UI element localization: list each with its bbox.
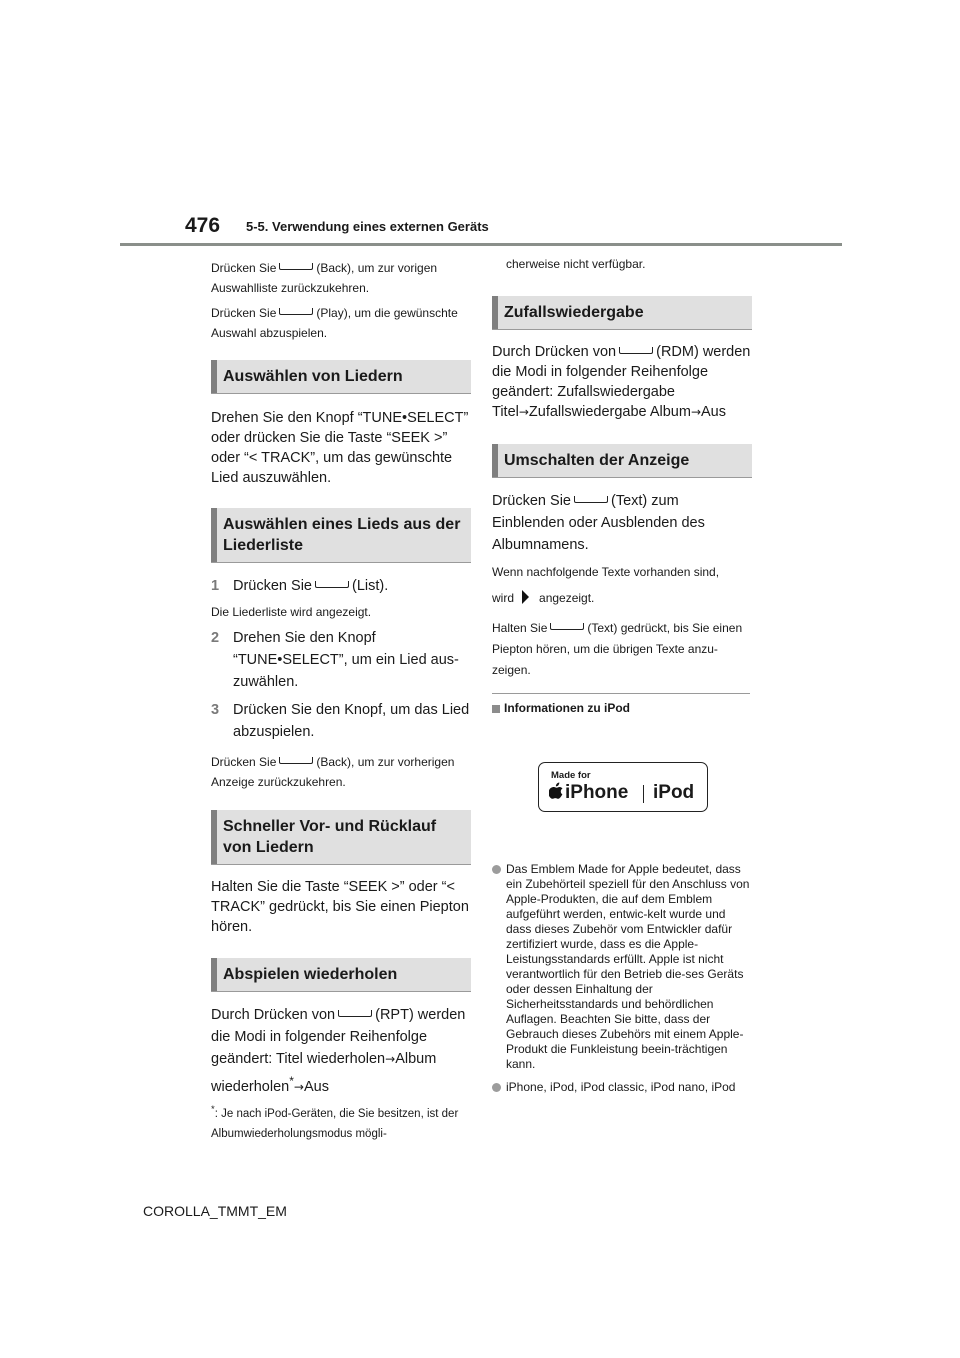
text-button-icon	[574, 496, 608, 503]
heading-display: Umschalten der Anzeige	[492, 444, 752, 478]
made-for-iphone-ipod-logo	[538, 762, 708, 812]
heading-select-from-list: Auswählen eines Lieds aus der Liederliste	[211, 508, 471, 563]
fast-forward-text: Halten Sie die Taste “SEEK >” oder “< TRACK” gedrückt, bis Sie einen Piepton hören.	[211, 879, 469, 935]
arrow-right-icon: →	[518, 405, 529, 419]
arrow-right-icon: →	[690, 405, 701, 419]
intro-back-text: Drücken Sie (Back), um zur vorigen Auswahlliste zurückzukehren.	[211, 261, 438, 295]
display-text: Drücken Sie (Text) zum Einblenden oder Ausblenden des Albumnamens.	[492, 493, 705, 553]
play-button-icon	[279, 308, 313, 315]
display-note-1: Wenn nachfolgende Texte vorhanden sind,	[492, 565, 720, 579]
logo-made-for: Made for	[551, 770, 591, 781]
arrow-right-icon: →	[293, 1079, 304, 1094]
logo-iphone: iPhone	[549, 782, 628, 804]
step-number: 2	[211, 630, 220, 646]
text-button-icon	[550, 623, 584, 630]
page-number: 476	[185, 214, 221, 237]
back-button-icon	[279, 757, 313, 764]
step-1-note: Die Liederliste wird angezeigt.	[211, 605, 372, 619]
square-bullet-icon	[492, 705, 500, 713]
repeat-text: Durch Drücken von (RPT) werden die Modi in folgender Reihenfolge geändert: Titel wiederholen→Album wiederholen*→Aus	[211, 1007, 466, 1095]
left-column	[211, 258, 471, 1144]
footnote-continued: cherweise nicht verfügbar.	[506, 257, 646, 271]
bullet-dot-icon	[492, 865, 501, 874]
hold-text: Halten Sie (Text) gedrückt, bis Sie einen Piepton hören, um die übrigen Texte anzu-zeigen.	[492, 621, 743, 677]
random-text: Durch Drücken von (RDM) werden die Modi in folgender Reihenfolge geändert: Zufallswiedergabe Titel→Zufallswiedergabe Album→Aus	[492, 344, 751, 420]
list-button-icon	[315, 581, 349, 588]
step-3: 3 Drücken Sie den Knopf, um das Lied abzuspielen.	[211, 699, 471, 743]
back-note: Drücken Sie (Back), um zur vorherigen Anzeige zurückzukehren.	[211, 755, 455, 789]
arrow-right-icon: →	[385, 1052, 396, 1066]
right-column	[492, 254, 752, 1095]
info-heading: Informationen zu iPod	[492, 698, 752, 718]
display-note-2: wird angezeigt.	[492, 591, 595, 605]
logo-ipod: iPod	[653, 782, 695, 803]
apple-icon	[549, 782, 564, 799]
more-text-arrow-icon	[522, 590, 529, 604]
heading-repeat: Abspielen wiederholen	[211, 958, 471, 992]
divider	[492, 693, 750, 694]
intro-play-text: Drücken Sie (Play), um die gewünschte Auswahl abzuspielen.	[211, 306, 458, 340]
footnote: *: Je nach iPod-Geräten, die Sie besitzen, ist der Albumwiederholungsmodus mögli-	[211, 1103, 459, 1140]
step-2: 2 Drehen Sie den Knopf “TUNE•SELECT”, um ein Lied aus-zuwählen.	[211, 627, 471, 693]
rpt-button-icon	[338, 1010, 372, 1017]
logo-separator	[643, 785, 644, 803]
heading-random: Zufallswiedergabe	[492, 296, 752, 330]
select-songs-text: Drehen Sie den Knopf “TUNE•SELECT” oder drücken Sie die Taste “SEEK >” oder “< TRACK”, um das gewünschte Lied auszuwählen.	[211, 410, 469, 486]
bullet-item: iPhone, iPod, iPod classic, iPod nano, iPod	[492, 1080, 752, 1095]
rdm-button-icon	[619, 347, 653, 354]
back-button-icon	[279, 263, 313, 270]
step-number: 3	[211, 702, 220, 718]
header-rule	[120, 243, 842, 246]
heading-fast-forward: Schneller Vor- und Rücklauf von Liedern	[211, 810, 471, 865]
section-title: 5-5. Verwendung eines externen Geräts	[246, 219, 489, 234]
step-number: 1	[211, 578, 220, 594]
step-1: 1 Drücken Sie (List).	[211, 575, 471, 597]
bullet-item: Das Emblem Made for Apple bedeutet, dass ein Zubehörteil speziell für den Anschluss von Apple-Produkten, die auf dem Emblem aufgeführt werden, entwic-kelt wurde und dass dieses Zubehör vom Entwickler dafür zertifiziert wurde, dass es die Apple-Leistungsstandards erfüllt. Apple ist nicht verantwortlich für den Betrieb die-ses Geräts oder dessen Einhaltung der Sicherheitsstandards und behördlichen Auflagen. Beachten Sie bitte, dass der Gebrauch dieses Zubehörs mit einem Apple-Produkt die Funkleistung beein-trächtigen kann.	[492, 862, 752, 1072]
doc-code: COROLLA_TMMT_EM	[143, 1203, 287, 1219]
heading-select-songs: Auswählen von Liedern	[211, 360, 471, 394]
bullet-dot-icon	[492, 1083, 501, 1092]
